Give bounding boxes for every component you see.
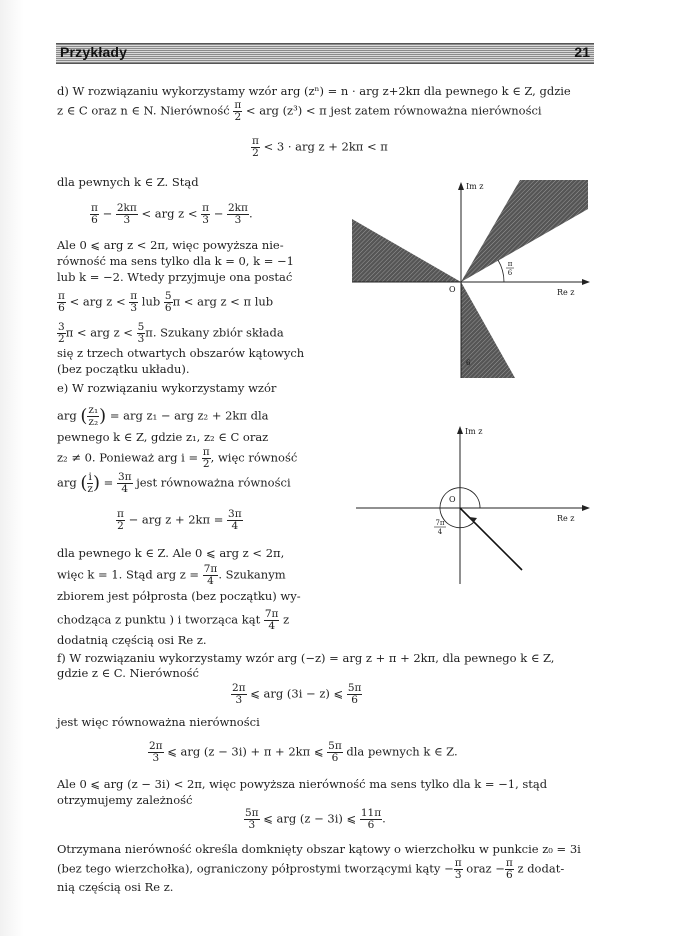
d-p7: (bez początku układu). bbox=[57, 362, 190, 376]
fig2-im-label: Im z bbox=[465, 427, 483, 436]
frac-pi-6f: $\frac{\pi}{6}$ bbox=[505, 857, 513, 881]
f-l2: gdzie z ∈ C. Nierówność bbox=[57, 666, 199, 680]
d-eq2-text: < arg z < bbox=[141, 206, 198, 221]
e-l4a: z₂ ≠ 0. Ponieważ arg i = bbox=[57, 450, 199, 465]
f-l4: Ale 0 ⩽ arg (z − 3i) < 2π, więc powyższa nierówność ma sens tylko dla k = −1, stąd bbox=[57, 777, 548, 791]
fig1-angle-arc bbox=[498, 260, 504, 282]
frac-5pi-6b: $\frac{5\pi}{6}$ bbox=[328, 740, 342, 764]
d-eq2: $\frac{\pi}{6}$ − $\frac{2k\pi}{3}$ < arg z < $\frac{\pi}{3}$ − $\frac{2k\pi}{3}$ . bbox=[91, 202, 253, 226]
f-eq2 bbox=[148, 741, 458, 764]
d-p5 bbox=[57, 322, 284, 345]
d-p4c: π < arg z < π lub bbox=[172, 294, 274, 309]
e-l7 bbox=[57, 564, 286, 587]
d-p2: równość ma sens tylko dla k = 0, k = −1 bbox=[57, 254, 294, 268]
frac-pi-3f: $\frac{\pi}{3}$ bbox=[454, 857, 462, 881]
frac-5pi-6: $\frac{5\pi}{6}$ bbox=[347, 682, 362, 706]
e-l5a: arg bbox=[57, 475, 77, 490]
d-p4a: < arg z < bbox=[69, 294, 126, 309]
f-eq2b: dla pewnych k ∈ Z. bbox=[346, 744, 458, 759]
fig2-angle-den: 4 bbox=[437, 528, 443, 536]
frac-i-z: $\frac{i}{z}$ bbox=[87, 471, 93, 495]
frac-3pi-4: $\frac{3\pi}{4}$ bbox=[117, 471, 132, 495]
page-number: 21 bbox=[574, 44, 590, 60]
f-eq3-text: ⩽ arg (z − 3i) ⩽ bbox=[263, 811, 357, 826]
e-l9a: chodząca z punktu ) i tworząca kąt bbox=[57, 612, 261, 627]
header-title: Przykłady bbox=[60, 44, 128, 60]
fig2-re-arrow-icon bbox=[582, 505, 590, 511]
d-p5b: π. Szukany zbiór składa bbox=[145, 325, 284, 340]
f-eq1-text: ⩽ arg (3i − z) ⩽ bbox=[250, 686, 344, 701]
f-eq2a: ⩽ arg (z − 3i) + π + 2kπ ⩽ bbox=[167, 744, 324, 759]
fig1-angle-num: π bbox=[507, 260, 513, 268]
frac-pi-3: $\frac{\pi}{3}$ bbox=[202, 202, 210, 226]
frac-5-6: $\frac{5}{6}$ bbox=[164, 290, 172, 314]
f-l7b: oraz − bbox=[466, 861, 505, 876]
page-header bbox=[56, 43, 594, 64]
frac-pi-2b: $\frac{\pi}{2}$ bbox=[252, 135, 259, 159]
f-l3: jest więc równoważna nierówności bbox=[57, 715, 260, 729]
d-p3: lub k = −2. Wtedy przyjmuje ona postać bbox=[57, 270, 293, 284]
e-l2: arg ( $\frac{\text{z₁}}{\text{z₂}}$ ) = arg z₁ − arg z₂ + 2kπ dla bbox=[57, 404, 269, 428]
e-l7b: . Szukanym bbox=[218, 567, 286, 582]
fig2-im-arrow-icon bbox=[457, 426, 463, 434]
frac-11pi-6: $\frac{11\pi}{6}$ bbox=[360, 807, 382, 831]
fig2-re-label: Re z bbox=[557, 514, 575, 523]
frac-pi-3c: $\frac{\pi}{3}$ bbox=[130, 290, 138, 314]
d-line3: dla pewnych k ∈ Z. Stąd bbox=[57, 175, 199, 189]
re-arrow-icon bbox=[582, 279, 590, 285]
frac-pi-6: $\frac{\pi}{6}$ bbox=[91, 202, 98, 226]
f-l7c: z dodat- bbox=[517, 861, 565, 876]
frac-2kpi-3b: $\frac{2k\pi}{3}$ bbox=[228, 202, 248, 226]
f-l6: Otrzymana nierówność określa domknięty obszar kątowy o wierzchołku w punkcie z₀ = 3i bbox=[57, 842, 581, 856]
e-l9 bbox=[57, 609, 289, 632]
e-l1: e) W rozwiązaniu wykorzystamy wzór bbox=[57, 381, 277, 395]
frac-7pi-4b: $\frac{7\pi}{4}$ bbox=[264, 608, 279, 632]
frac-pi-2e: $\frac{\pi}{2}$ bbox=[202, 446, 210, 470]
d-p4 bbox=[57, 291, 273, 314]
frac-7pi-4: $\frac{7\pi}{4}$ bbox=[203, 563, 218, 587]
e-l8: zbiorem jest półprosta (bez początku) wy- bbox=[57, 589, 301, 603]
fig1-im-label: Im z bbox=[466, 182, 484, 191]
e-l10: dodatnią częścią osi Re z. bbox=[57, 633, 207, 647]
e-l5b: = bbox=[103, 475, 114, 490]
d-eq1 bbox=[251, 136, 388, 159]
frac-pi-2f: $\frac{\pi}{2}$ bbox=[117, 508, 124, 532]
figure-three-sectors bbox=[352, 180, 592, 380]
frac-pi-6c: $\frac{\pi}{6}$ bbox=[58, 290, 65, 314]
d-line2b: < arg (z³) < π jest zatem równoważna nierówności bbox=[245, 103, 542, 118]
fig1-origin-label: O bbox=[449, 285, 456, 294]
frac-5pi-3: $\frac{5\pi}{3}$ bbox=[245, 807, 259, 831]
d-line1: d) W rozwiązaniu wykorzystamy wzór arg (zⁿ) = n · arg z+2kπ dla pewnego k ∈ Z, gdzie bbox=[57, 84, 571, 98]
e-l6: dla pewnego k ∈ Z. Ale 0 ⩽ arg z < 2π, bbox=[57, 546, 285, 560]
d-line2a: z ∈ C oraz n ∈ N. Nierówność bbox=[57, 103, 230, 118]
fig1-bottom-angle: 6 bbox=[466, 359, 471, 367]
f-l5: otrzymujemy zależność bbox=[57, 793, 193, 807]
frac-pi-2: $\frac{\pi}{2}$ bbox=[234, 99, 242, 123]
e-l2a: arg bbox=[57, 408, 77, 423]
f-eq3: $\frac{5\pi}{3}$ ⩽ arg (z − 3i) ⩽ $\frac{11\pi}{6}$ . bbox=[245, 807, 386, 831]
im-arrow-icon bbox=[458, 182, 464, 190]
f-l1: f) W rozwiązaniu wykorzystamy wzór arg (−z) = arg z + π + 2kπ, dla pewnego k ∈ Z, bbox=[57, 651, 555, 665]
frac-3pi-4b: $\frac{3\pi}{4}$ bbox=[228, 508, 242, 532]
e-l4b: , więc równość bbox=[210, 450, 298, 465]
sector-first bbox=[461, 180, 588, 282]
fig1-angle-den: 6 bbox=[507, 269, 513, 277]
d-p6: się z trzech otwartych obszarów kątowych bbox=[57, 346, 305, 360]
d-line2 bbox=[57, 100, 542, 123]
e-l5: arg ( $\frac{i}{z}$ ) = $\frac{3\pi}{4}$ jest równoważna równości bbox=[57, 471, 291, 495]
f-l7 bbox=[57, 858, 564, 881]
e-eq bbox=[116, 509, 243, 532]
d-p5a: π < arg z < bbox=[65, 325, 133, 340]
frac-5-3: $\frac{5}{3}$ bbox=[137, 321, 145, 345]
d-p1: Ale 0 ⩽ arg z < 2π, więc powyższa nie- bbox=[57, 238, 284, 252]
f-eq1 bbox=[231, 683, 362, 706]
e-l2b: = arg z₁ − arg z₂ + 2kπ dla bbox=[109, 408, 269, 423]
frac-2pi-3: $\frac{2\pi}{3}$ bbox=[232, 682, 246, 706]
d-p4b: lub bbox=[141, 294, 161, 309]
e-l5c: jest równoważna równości bbox=[136, 475, 291, 490]
f-l7a: (bez tego wierzchołka), ograniczony półprostymi tworzącymi kąty − bbox=[57, 861, 454, 876]
fig2-angle-num: 7π bbox=[435, 519, 445, 527]
f-l8: nią częścią osi Re z. bbox=[57, 880, 174, 894]
frac-2kpi-3: $\frac{2k\pi}{3}$ bbox=[116, 202, 137, 226]
frac-z1-z2: $\frac{\text{z₁}}{\text{z₂}}$ bbox=[88, 404, 99, 428]
d-eq1-text: < 3 · arg z + 2kπ < π bbox=[263, 139, 388, 154]
frac-3-2: $\frac{3}{2}$ bbox=[58, 321, 65, 345]
fig2-origin-label: O bbox=[449, 495, 456, 504]
sector-second bbox=[352, 219, 461, 282]
frac-2pi-3b: $\frac{2\pi}{3}$ bbox=[149, 740, 163, 764]
e-l4 bbox=[57, 447, 297, 470]
e-l9b: z bbox=[283, 612, 290, 627]
e-eq-text: − arg z + 2kπ = bbox=[128, 512, 224, 527]
figure-half-line bbox=[352, 424, 592, 589]
e-l3: pewnego k ∈ Z, gdzie z₁, z₂ ∈ C oraz bbox=[57, 430, 269, 444]
fig1-re-label: Re z bbox=[557, 288, 575, 297]
e-l7a: więc k = 1. Stąd arg z = bbox=[57, 567, 200, 582]
